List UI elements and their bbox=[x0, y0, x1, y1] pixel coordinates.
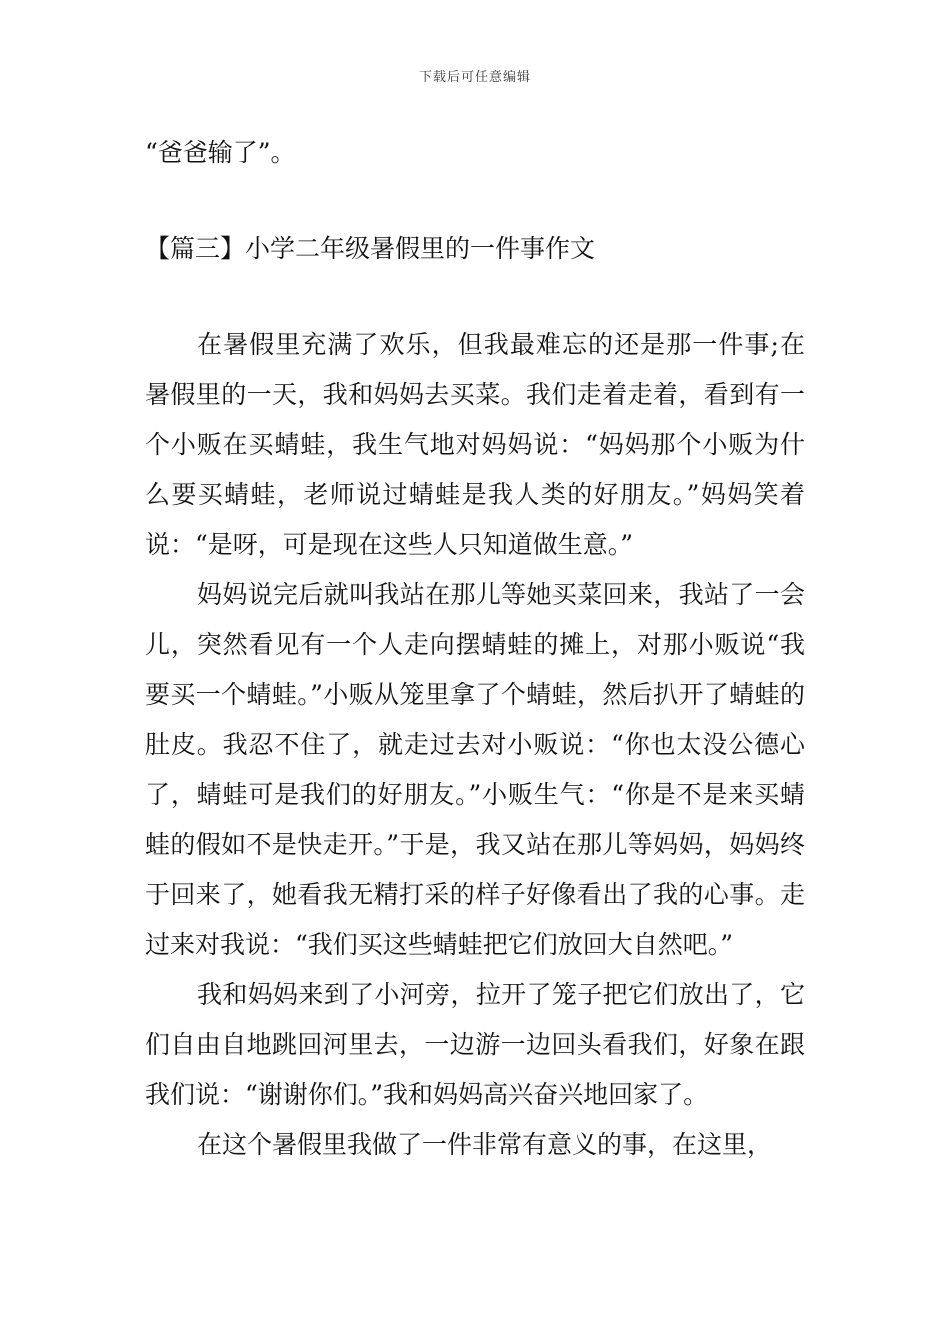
section-title: 【篇三】小学二年级暑假里的一件事作文 bbox=[145, 234, 596, 263]
paragraph-4: 在这个暑假里我做了一件非常有意义的事，在这里， bbox=[197, 1130, 773, 1159]
page-header: 下载后可任意编辑 bbox=[418, 70, 531, 85]
closing-quote-line: “爸爸输了”。 bbox=[145, 138, 296, 167]
paragraph-2: 妈妈说完后就叫我站在那儿等她买菜回来，我站了一会儿，突然看见有一个人走向摆蜻蛙的摊上，对那小贩说“我要买一个蜻蛙。”小贩从笼里拿了个蜻蛙，然后扒开了蜻蛙的肚皮。我忍不住了，就走过去对小贩说：“你也太没公德心了，蜻蛙可是我们的好朋友。”小贩生气：“你是不是来买蜻蛙的假如不是快走开。”于是，我又站在那儿等妈妈，妈妈终于回来了，她看我无精打采的样子好像看出了我的心事。走过来对我说：“我们买这些蜻蛙把它们放回大自然吧。” bbox=[145, 580, 805, 959]
paragraph-3: 我和妈妈来到了小河旁，拉开了笼子把它们放出了，它们自由自地跳回河里去，一边游一边回头看我们，好象在跟我们说：“谢谢你们。”我和妈妈高兴奋兴地回家了。 bbox=[145, 980, 805, 1109]
paragraph-1: 在暑假里充满了欢乐，但我最难忘的还是那一件事;在暑假里的一天，我和妈妈去买菜。我们走着走着，看到有一个小贩在买蜻蛙，我生气地对妈妈说：“妈妈那个小贩为什么要买蜻蛙，老师说过蜻蛙是我人类的好朋友。”妈妈笑着说：“是呀，可是现在这些人只知道做生意。” bbox=[145, 330, 805, 559]
document-body bbox=[145, 128, 805, 1170]
